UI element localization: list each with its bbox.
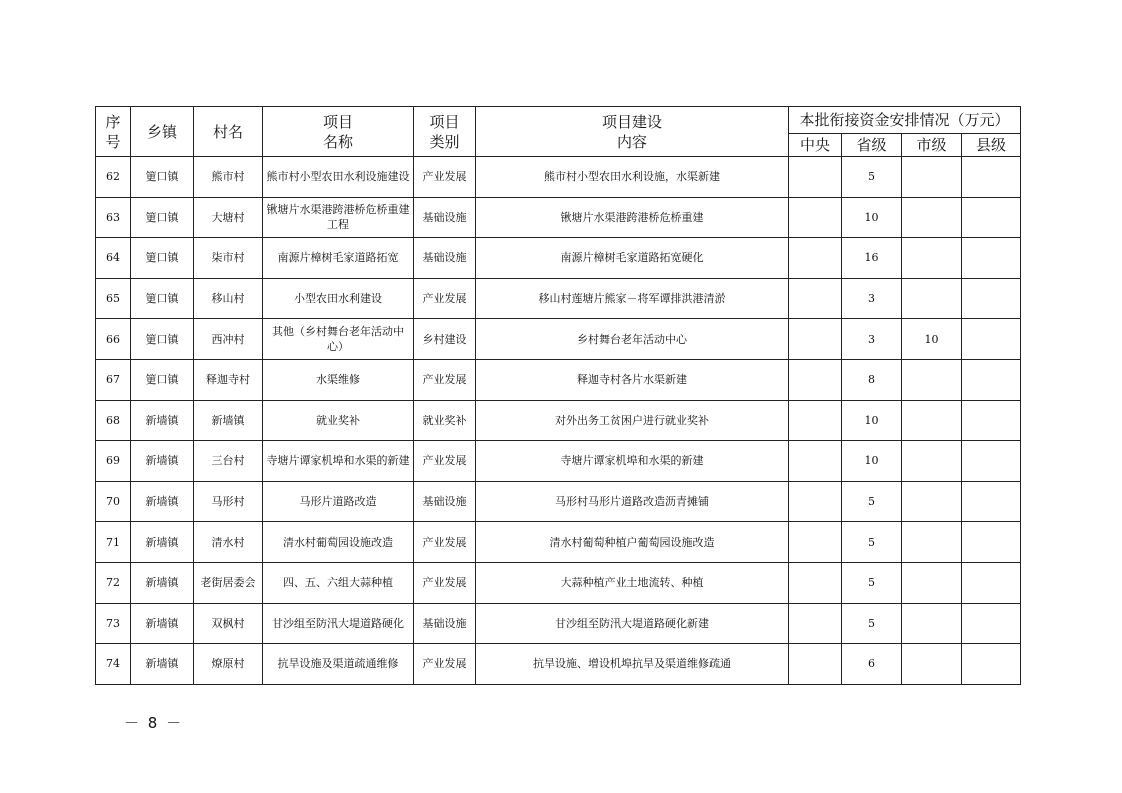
cell-village: 熊市村 [194, 157, 263, 198]
header-project-name: 项目 名称 [263, 107, 414, 157]
cell-project-name: 小型农田水利建设 [263, 278, 414, 319]
cell-project-type: 基础设施 [414, 197, 476, 238]
header-city: 市级 [902, 134, 962, 157]
cell-central [789, 278, 842, 319]
cell-central [789, 522, 842, 563]
cell-county [962, 562, 1021, 603]
cell-central [789, 197, 842, 238]
funding-table [95, 106, 1021, 685]
cell-town: 筻口镇 [131, 359, 194, 400]
header-row [96, 107, 1021, 134]
cell-city [902, 197, 962, 238]
cell-content: 大蒜种植产业土地流转、种植 [476, 562, 789, 603]
cell-county [962, 522, 1021, 563]
cell-central [789, 562, 842, 603]
header-content: 项目建设 内容 [476, 107, 789, 157]
cell-project-name: 抗旱设施及渠道疏通维修 [263, 644, 414, 685]
table-row [96, 522, 1021, 563]
cell-city [902, 562, 962, 603]
cell-county [962, 197, 1021, 238]
header-seq: 序 号 [96, 107, 131, 157]
header-project-type: 项目 类别 [414, 107, 476, 157]
cell-central [789, 481, 842, 522]
cell-central [789, 603, 842, 644]
cell-central [789, 441, 842, 482]
cell-village: 老街居委会 [194, 562, 263, 603]
cell-town: 新墙镇 [131, 644, 194, 685]
cell-province: 8 [842, 359, 902, 400]
cell-city [902, 400, 962, 441]
table-row [96, 359, 1021, 400]
cell-county [962, 644, 1021, 685]
cell-project-type: 产业发展 [414, 562, 476, 603]
cell-county [962, 359, 1021, 400]
cell-seq: 66 [96, 319, 131, 360]
cell-project-name: 南源片樟树毛家道路拓宽 [263, 238, 414, 279]
cell-content: 清水村葡萄种植户葡萄园设施改造 [476, 522, 789, 563]
cell-village: 双枫村 [194, 603, 263, 644]
table-row [96, 197, 1021, 238]
cell-content: 寺塘片谭家机埠和水渠的新建 [476, 441, 789, 482]
cell-province: 5 [842, 562, 902, 603]
table-row [96, 481, 1021, 522]
cell-content: 释迦寺村各片水渠新建 [476, 359, 789, 400]
header-funds-group: 本批衔接资金安排情况（万元） [789, 107, 1021, 134]
cell-content: 熊市村小型农田水利设施，水渠新建 [476, 157, 789, 198]
cell-city [902, 522, 962, 563]
header-county: 县级 [962, 134, 1021, 157]
cell-province: 5 [842, 481, 902, 522]
cell-city [902, 238, 962, 279]
cell-town: 新墙镇 [131, 562, 194, 603]
cell-village: 马形村 [194, 481, 263, 522]
cell-content: 甘沙组至防汛大堤道路硬化新建 [476, 603, 789, 644]
cell-town: 筻口镇 [131, 278, 194, 319]
cell-village: 大塘村 [194, 197, 263, 238]
header-town: 乡镇 [131, 107, 194, 157]
cell-project-name: 就业奖补 [263, 400, 414, 441]
cell-village: 三台村 [194, 441, 263, 482]
cell-project-name: 水渠维修 [263, 359, 414, 400]
cell-seq: 74 [96, 644, 131, 685]
cell-project-name: 甘沙组至防汛大堤道路硬化 [263, 603, 414, 644]
cell-seq: 73 [96, 603, 131, 644]
cell-seq: 65 [96, 278, 131, 319]
cell-seq: 67 [96, 359, 131, 400]
cell-content: 马形村马形片道路改造沥青摊铺 [476, 481, 789, 522]
cell-project-name: 寺塘片谭家机埠和水渠的新建 [263, 441, 414, 482]
cell-city [902, 481, 962, 522]
cell-town: 新墙镇 [131, 400, 194, 441]
cell-village: 清水村 [194, 522, 263, 563]
cell-province: 10 [842, 441, 902, 482]
cell-county [962, 400, 1021, 441]
cell-seq: 72 [96, 562, 131, 603]
cell-content: 移山村莲塘片熊家－将军谭排洪港清淤 [476, 278, 789, 319]
cell-village: 移山村 [194, 278, 263, 319]
cell-province: 10 [842, 400, 902, 441]
cell-project-name: 四、五、六组大蒜种植 [263, 562, 414, 603]
cell-project-name: 马形片道路改造 [263, 481, 414, 522]
cell-content: 对外出务工贫困户进行就业奖补 [476, 400, 789, 441]
cell-province: 6 [842, 644, 902, 685]
table-row [96, 603, 1021, 644]
cell-central [789, 157, 842, 198]
cell-village: 柒市村 [194, 238, 263, 279]
cell-seq: 64 [96, 238, 131, 279]
cell-project-name: 清水村葡萄园设施改造 [263, 522, 414, 563]
cell-province: 5 [842, 522, 902, 563]
cell-seq: 71 [96, 522, 131, 563]
cell-province: 5 [842, 157, 902, 198]
cell-city: 10 [902, 319, 962, 360]
cell-seq: 69 [96, 441, 131, 482]
header-village: 村名 [194, 107, 263, 157]
cell-central [789, 319, 842, 360]
cell-content: 抗旱设施、增设机埠抗旱及渠道维修疏通 [476, 644, 789, 685]
cell-county [962, 603, 1021, 644]
cell-central [789, 644, 842, 685]
cell-province: 3 [842, 278, 902, 319]
cell-town: 新墙镇 [131, 603, 194, 644]
cell-seq: 68 [96, 400, 131, 441]
table-row [96, 278, 1021, 319]
cell-town: 新墙镇 [131, 441, 194, 482]
table-row [96, 400, 1021, 441]
cell-county [962, 238, 1021, 279]
cell-project-type: 产业发展 [414, 522, 476, 563]
cell-city [902, 157, 962, 198]
cell-province: 5 [842, 603, 902, 644]
header-central: 中央 [789, 134, 842, 157]
table-row [96, 319, 1021, 360]
cell-project-type: 基础设施 [414, 481, 476, 522]
cell-project-name: 熊市村小型农田水利设施建设 [263, 157, 414, 198]
table-row [96, 238, 1021, 279]
cell-province: 10 [842, 197, 902, 238]
cell-central [789, 359, 842, 400]
cell-city [902, 441, 962, 482]
cell-project-type: 产业发展 [414, 359, 476, 400]
cell-city [902, 603, 962, 644]
cell-town: 新墙镇 [131, 481, 194, 522]
cell-province: 3 [842, 319, 902, 360]
cell-project-type: 基础设施 [414, 603, 476, 644]
cell-province: 16 [842, 238, 902, 279]
table-row [96, 644, 1021, 685]
cell-village: 释迦寺村 [194, 359, 263, 400]
cell-county [962, 319, 1021, 360]
cell-county [962, 278, 1021, 319]
cell-seq: 70 [96, 481, 131, 522]
cell-town: 筻口镇 [131, 238, 194, 279]
table-row [96, 441, 1021, 482]
cell-central [789, 238, 842, 279]
cell-town: 筻口镇 [131, 197, 194, 238]
cell-project-type: 就业奖补 [414, 400, 476, 441]
cell-county [962, 481, 1021, 522]
cell-village: 西冲村 [194, 319, 263, 360]
cell-content: 锹塘片水渠港跨港桥危桥重建 [476, 197, 789, 238]
cell-project-type: 乡村建设 [414, 319, 476, 360]
cell-county [962, 441, 1021, 482]
cell-central [789, 400, 842, 441]
cell-project-type: 产业发展 [414, 278, 476, 319]
cell-content: 南源片樟树毛家道路拓宽硬化 [476, 238, 789, 279]
cell-seq: 63 [96, 197, 131, 238]
cell-project-name: 其他（乡村舞台老年活动中心） [263, 319, 414, 360]
table-row [96, 157, 1021, 198]
cell-content: 乡村舞台老年活动中心 [476, 319, 789, 360]
cell-village: 燎原村 [194, 644, 263, 685]
page-number: － 8 － [124, 714, 184, 732]
cell-project-type: 产业发展 [414, 644, 476, 685]
cell-project-type: 基础设施 [414, 238, 476, 279]
header-province: 省级 [842, 134, 902, 157]
cell-town: 筻口镇 [131, 157, 194, 198]
cell-city [902, 644, 962, 685]
table-row [96, 562, 1021, 603]
cell-project-name: 锹塘片水渠港跨港桥危桥重建工程 [263, 197, 414, 238]
cell-town: 筻口镇 [131, 319, 194, 360]
cell-city [902, 359, 962, 400]
cell-project-type: 产业发展 [414, 441, 476, 482]
cell-town: 新墙镇 [131, 522, 194, 563]
cell-project-type: 产业发展 [414, 157, 476, 198]
cell-city [902, 278, 962, 319]
cell-village: 新墙镇 [194, 400, 263, 441]
cell-county [962, 157, 1021, 198]
cell-seq: 62 [96, 157, 131, 198]
